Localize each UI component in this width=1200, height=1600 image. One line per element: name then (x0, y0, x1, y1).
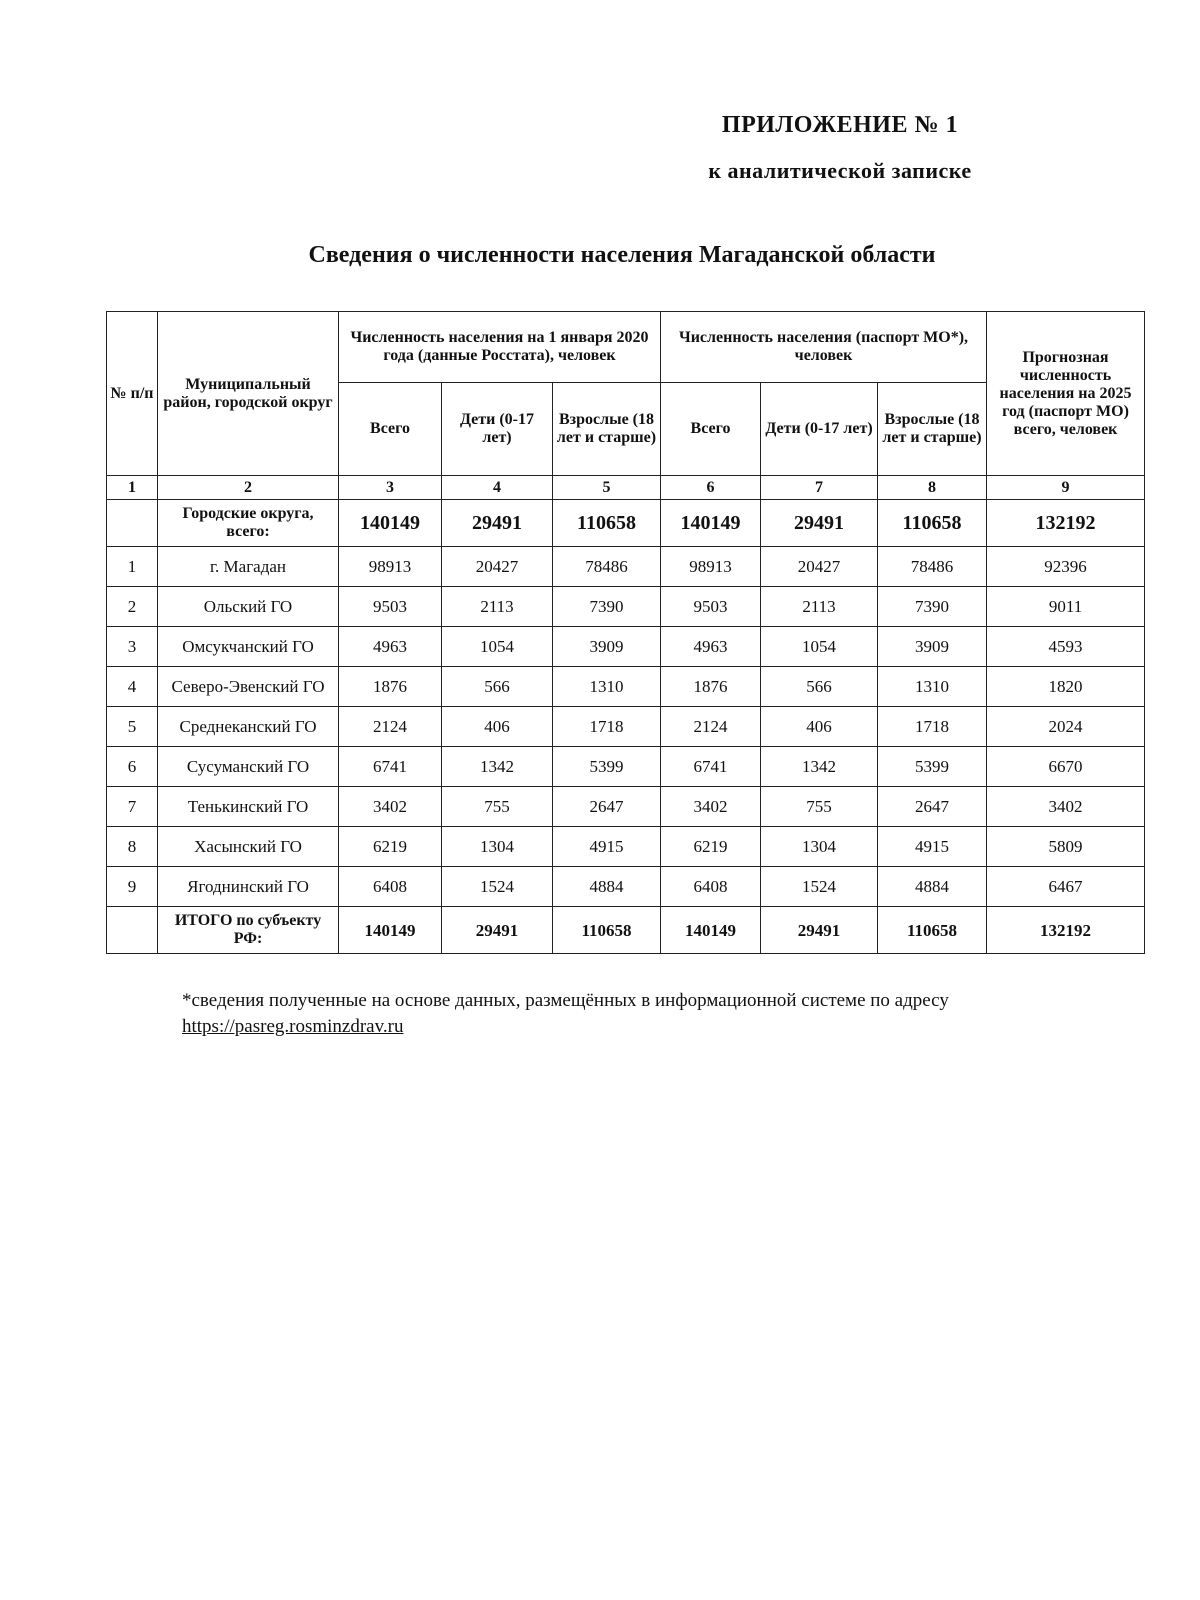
row-value-cell: 2647 (878, 787, 987, 827)
footnote-text: *сведения полученные на основе данных, размещённых в информационной системе по адресу (182, 990, 949, 1011)
row-name-cell: Хасынский ГО (158, 827, 339, 867)
row-value-cell: 1342 (761, 747, 878, 787)
subtotal-cell: 110658 (878, 500, 987, 547)
footnote (182, 988, 982, 1040)
row-value-cell: 92396 (987, 547, 1145, 587)
row-name-cell: Тенькинский ГО (158, 787, 339, 827)
header-group-passport: Численность населения (паспорт МО*), человек (661, 312, 987, 383)
row-value-cell: 1524 (761, 867, 878, 907)
row-value-cell: 1310 (553, 667, 661, 707)
row-value-cell: 3909 (878, 627, 987, 667)
column-number: 9 (987, 476, 1145, 500)
row-value-cell: 2124 (339, 707, 442, 747)
total-cell: 110658 (553, 907, 661, 954)
total-cell: 140149 (661, 907, 761, 954)
header-passport-total: Всего (661, 383, 761, 476)
table-row (107, 867, 1145, 907)
row-num-cell: 3 (107, 627, 158, 667)
row-value-cell: 566 (761, 667, 878, 707)
column-number: 1 (107, 476, 158, 500)
row-num-cell: 6 (107, 747, 158, 787)
total-cell: 110658 (878, 907, 987, 954)
table-row (107, 747, 1145, 787)
total-cell: 132192 (987, 907, 1145, 954)
appendix-title: ПРИЛОЖЕНИЕ № 1 (721, 112, 959, 138)
table-row (107, 827, 1145, 867)
table-row (107, 587, 1145, 627)
subtotal-num-cell (107, 500, 158, 547)
table-row (107, 667, 1145, 707)
row-value-cell: 2113 (442, 587, 553, 627)
row-value-cell: 1054 (442, 627, 553, 667)
row-value-cell: 4884 (553, 867, 661, 907)
row-num-cell: 2 (107, 587, 158, 627)
header-rosstat-children: Дети (0-17 лет) (442, 383, 553, 476)
column-number: 6 (661, 476, 761, 500)
row-value-cell: 98913 (339, 547, 442, 587)
row-value-cell: 6741 (339, 747, 442, 787)
row-value-cell: 1304 (442, 827, 553, 867)
subtotal-row (107, 500, 1145, 547)
row-value-cell: 1820 (987, 667, 1145, 707)
row-value-cell: 406 (761, 707, 878, 747)
row-value-cell: 6219 (339, 827, 442, 867)
column-number: 8 (878, 476, 987, 500)
row-value-cell: 1310 (878, 667, 987, 707)
row-value-cell: 78486 (553, 547, 661, 587)
row-value-cell: 2113 (761, 587, 878, 627)
total-cell: 29491 (442, 907, 553, 954)
row-value-cell: 3909 (553, 627, 661, 667)
row-value-cell: 5809 (987, 827, 1145, 867)
row-value-cell: 2647 (553, 787, 661, 827)
row-value-cell: 1718 (878, 707, 987, 747)
row-value-cell: 6670 (987, 747, 1145, 787)
column-number: 2 (158, 476, 339, 500)
appendix-subtitle: к аналитической записке (708, 158, 972, 183)
row-value-cell: 7390 (553, 587, 661, 627)
total-cell: 29491 (761, 907, 878, 954)
row-value-cell: 4963 (661, 627, 761, 667)
row-value-cell: 5399 (553, 747, 661, 787)
row-value-cell: 6741 (661, 747, 761, 787)
row-value-cell: 6408 (339, 867, 442, 907)
row-value-cell: 566 (442, 667, 553, 707)
subtotal-cell: 132192 (987, 500, 1145, 547)
row-name-cell: Ягоднинский ГО (158, 867, 339, 907)
row-value-cell: 20427 (761, 547, 878, 587)
footnote-link[interactable]: https://pasreg.rosminzdrav.ru (182, 1016, 404, 1037)
column-number-row (107, 476, 1145, 500)
row-name-cell: Ольский ГО (158, 587, 339, 627)
row-value-cell: 6219 (661, 827, 761, 867)
row-value-cell: 2024 (987, 707, 1145, 747)
table-row (107, 707, 1145, 747)
header-num: № п/п (107, 312, 158, 476)
row-value-cell: 406 (442, 707, 553, 747)
column-number: 4 (442, 476, 553, 500)
row-value-cell: 98913 (661, 547, 761, 587)
subtotal-cell: 29491 (761, 500, 878, 547)
row-value-cell: 1304 (761, 827, 878, 867)
total-cell: 140149 (339, 907, 442, 954)
population-table (106, 311, 1145, 954)
row-num-cell: 7 (107, 787, 158, 827)
header-rosstat-total: Всего (339, 383, 442, 476)
row-value-cell: 4915 (553, 827, 661, 867)
row-value-cell: 7390 (878, 587, 987, 627)
row-value-cell: 3402 (987, 787, 1145, 827)
total-num-cell (107, 907, 158, 954)
row-value-cell: 1876 (661, 667, 761, 707)
row-num-cell: 9 (107, 867, 158, 907)
row-value-cell: 9503 (661, 587, 761, 627)
table-row (107, 787, 1145, 827)
row-value-cell: 3402 (661, 787, 761, 827)
column-number: 3 (339, 476, 442, 500)
row-name-cell: Сусуманский ГО (158, 747, 339, 787)
row-value-cell: 755 (442, 787, 553, 827)
row-value-cell: 9011 (987, 587, 1145, 627)
total-row (107, 907, 1145, 954)
row-value-cell: 1718 (553, 707, 661, 747)
row-name-cell: Среднеканский ГО (158, 707, 339, 747)
row-num-cell: 4 (107, 667, 158, 707)
row-value-cell: 9503 (339, 587, 442, 627)
row-value-cell: 2124 (661, 707, 761, 747)
row-value-cell: 3402 (339, 787, 442, 827)
header-district: Муниципальный район, городской округ (158, 312, 339, 476)
document-heading: Сведения о численности населения Магаданской области (308, 242, 936, 268)
total-label: ИТОГО по субъекту РФ: (158, 907, 339, 954)
header-rosstat-adults: Взрослые (18 лет и старше) (553, 383, 661, 476)
row-value-cell: 6408 (661, 867, 761, 907)
row-num-cell: 1 (107, 547, 158, 587)
subtotal-cell: 140149 (339, 500, 442, 547)
row-value-cell: 4963 (339, 627, 442, 667)
subtotal-cell: 29491 (442, 500, 553, 547)
row-value-cell: 1876 (339, 667, 442, 707)
table-row (107, 627, 1145, 667)
row-name-cell: Омсукчанский ГО (158, 627, 339, 667)
header-passport-children: Дети (0-17 лет) (761, 383, 878, 476)
row-value-cell: 4884 (878, 867, 987, 907)
subtotal-label: Городские округа, всего: (158, 500, 339, 547)
row-num-cell: 8 (107, 827, 158, 867)
header-group-rosstat: Численность населения на 1 января 2020 года (данные Росстата), человек (339, 312, 661, 383)
row-name-cell: г. Магадан (158, 547, 339, 587)
subtotal-cell: 140149 (661, 500, 761, 547)
district-rows (107, 547, 1145, 907)
row-value-cell: 4915 (878, 827, 987, 867)
column-number: 5 (553, 476, 661, 500)
row-value-cell: 4593 (987, 627, 1145, 667)
row-value-cell: 20427 (442, 547, 553, 587)
table-row (107, 547, 1145, 587)
row-value-cell: 1342 (442, 747, 553, 787)
row-value-cell: 6467 (987, 867, 1145, 907)
row-value-cell: 78486 (878, 547, 987, 587)
row-value-cell: 5399 (878, 747, 987, 787)
row-name-cell: Северо-Эвенский ГО (158, 667, 339, 707)
column-number: 7 (761, 476, 878, 500)
row-value-cell: 1054 (761, 627, 878, 667)
header-passport-adults: Взрослые (18 лет и старше) (878, 383, 987, 476)
row-value-cell: 1524 (442, 867, 553, 907)
row-value-cell: 755 (761, 787, 878, 827)
row-num-cell: 5 (107, 707, 158, 747)
header-forecast: Прогнозная численность населения на 2025 год (паспорт МО) всего, человек (987, 312, 1145, 476)
subtotal-cell: 110658 (553, 500, 661, 547)
